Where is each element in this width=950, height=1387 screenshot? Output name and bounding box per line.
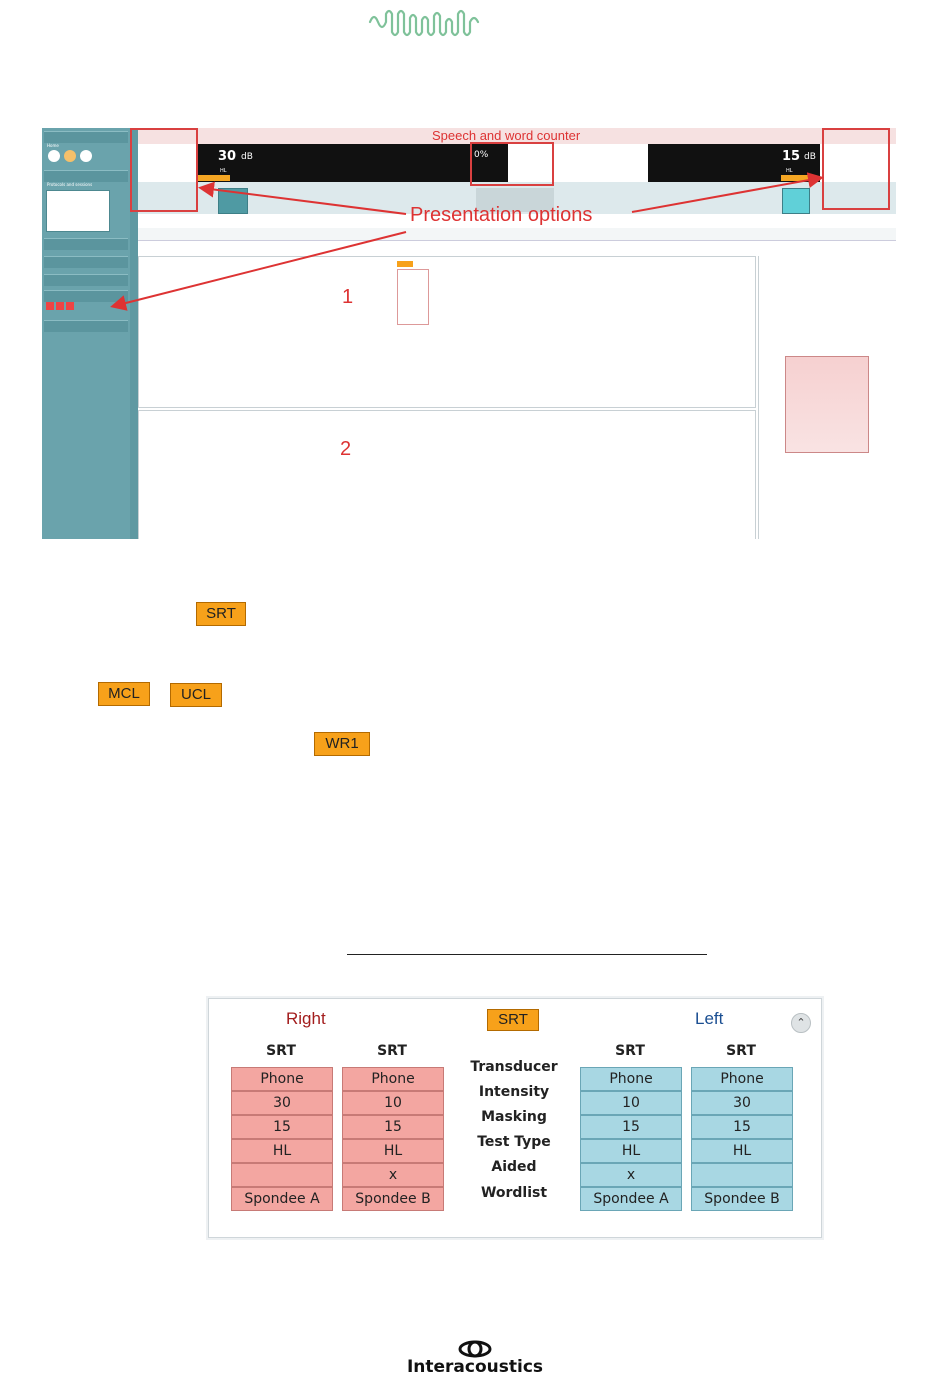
- brand-name: Interacoustics: [406, 1357, 544, 1377]
- table-cell[interactable]: 15: [691, 1115, 793, 1139]
- divider-line: [347, 954, 707, 955]
- collapse-icon[interactable]: ⌃: [791, 1013, 811, 1033]
- table-cell[interactable]: Phone: [580, 1067, 682, 1091]
- channel1-unit: dB: [241, 152, 253, 162]
- table-cell[interactable]: Spondee B: [691, 1187, 793, 1211]
- srt-results-table: [208, 998, 822, 1238]
- table-cell[interactable]: HL: [691, 1139, 793, 1163]
- presentation-options-label: Presentation options: [410, 204, 593, 226]
- table-cell[interactable]: [691, 1163, 793, 1187]
- table-cell[interactable]: 15: [231, 1115, 333, 1139]
- table-cell[interactable]: x: [342, 1163, 444, 1187]
- panel1-number: 1: [342, 286, 354, 308]
- sidebar-protocols[interactable]: Protocols and sessions: [44, 170, 128, 182]
- table-cell[interactable]: Spondee A: [231, 1187, 333, 1211]
- table-cell[interactable]: Phone: [231, 1067, 333, 1091]
- table-cell[interactable]: Spondee A: [580, 1187, 682, 1211]
- channel2-unit: dB: [804, 152, 816, 162]
- application-screenshot: [42, 128, 896, 539]
- column-title: SRT: [377, 1043, 407, 1059]
- table-cell[interactable]: HL: [580, 1139, 682, 1163]
- ucl-button[interactable]: UCL: [170, 683, 222, 707]
- table-cell[interactable]: 30: [691, 1091, 793, 1115]
- wr1-button[interactable]: WR1: [314, 732, 370, 756]
- table-cell[interactable]: Phone: [342, 1067, 444, 1091]
- table-cell[interactable]: 15: [342, 1115, 444, 1139]
- channel2-sub: HL: [786, 168, 793, 174]
- panel2-number: 2: [340, 438, 352, 460]
- row-label-intensity: Intensity: [478, 1084, 550, 1100]
- speech-counter-label: Speech and word counter: [432, 128, 581, 143]
- footer-logo: [398, 1340, 552, 1384]
- table-cell[interactable]: Phone: [691, 1067, 793, 1091]
- left-ear-header: Left: [695, 1009, 724, 1028]
- table-cell[interactable]: x: [580, 1163, 682, 1187]
- table-cell[interactable]: 10: [342, 1091, 444, 1115]
- row-label-aided: Aided: [491, 1159, 537, 1175]
- srt-button[interactable]: SRT: [196, 602, 246, 626]
- column-title: SRT: [726, 1043, 756, 1059]
- annotation-arrows: [42, 128, 896, 539]
- row-label-test-type: Test Type: [477, 1134, 551, 1150]
- counter-good: 0%: [474, 150, 489, 160]
- channel1-sub: HL: [220, 168, 227, 174]
- column-title: SRT: [266, 1043, 296, 1059]
- table-cell[interactable]: Spondee B: [342, 1187, 444, 1211]
- mcl-button[interactable]: MCL: [98, 682, 150, 706]
- column-title: SRT: [615, 1043, 645, 1059]
- table-cell[interactable]: 10: [580, 1091, 682, 1115]
- table-cell[interactable]: 15: [580, 1115, 682, 1139]
- table-cell[interactable]: HL: [342, 1139, 444, 1163]
- table-cell[interactable]: [231, 1163, 333, 1187]
- table-cell[interactable]: HL: [231, 1139, 333, 1163]
- channel1-value: 30: [218, 149, 237, 164]
- srt-table-button[interactable]: SRT: [487, 1009, 539, 1031]
- row-label-transducer: Transducer: [470, 1059, 558, 1075]
- counter-words: 0: [534, 150, 540, 160]
- waveform-logo: [368, 8, 534, 40]
- table-cell[interactable]: 30: [231, 1091, 333, 1115]
- row-label-wordlist: Wordlist: [480, 1185, 548, 1201]
- row-label-masking: Masking: [481, 1109, 547, 1125]
- right-ear-header: Right: [286, 1009, 326, 1028]
- sidebar-header[interactable]: Home: [44, 131, 128, 143]
- channel2-value: 15: [782, 149, 801, 164]
